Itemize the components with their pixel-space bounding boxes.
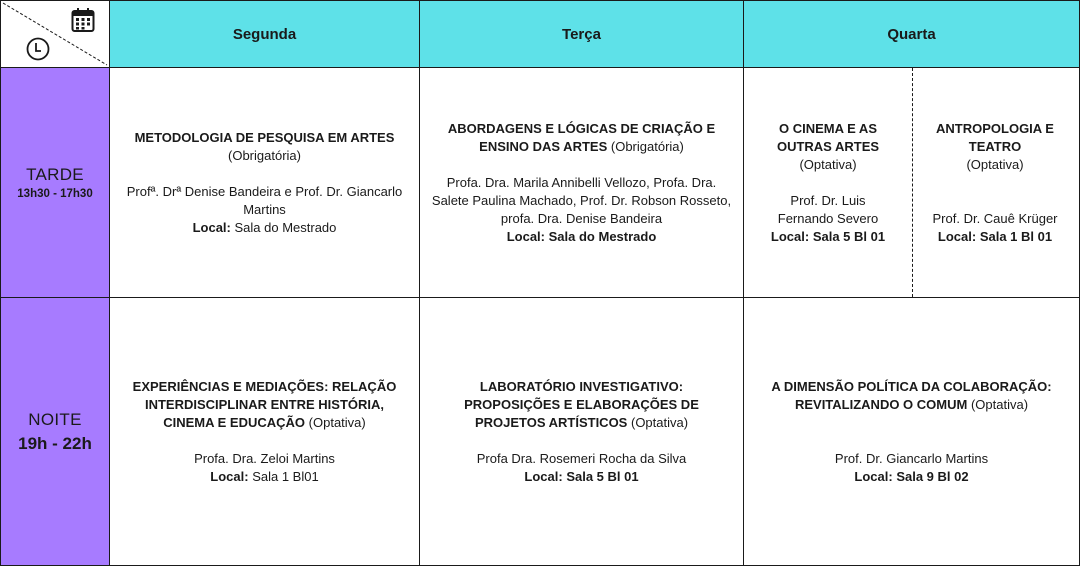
course-title: LABORATÓRIO INVESTIGATIVO: PROPOSIÇÕES E ELABORAÇÕES DE PROJETOS ARTÍSTICOS [464, 378, 699, 430]
period-tarde [0, 67, 110, 298]
local-label: Local: [506, 228, 546, 244]
course-professor: Profa. Dra. Zeloi Martins [194, 450, 335, 466]
course-professor: Prof. Dr. Giancarlo Martins [834, 450, 989, 466]
day-label: Segunda [232, 25, 297, 43]
course-type: (Obrigatória) [228, 147, 301, 163]
course-type: (Optativa) [799, 156, 857, 172]
course-professor: Profa Dra. Rosemeri Rocha da Silva [476, 450, 687, 466]
course-noite-segunda [109, 297, 420, 566]
course-local: Sala 1 Bl01 [252, 468, 319, 484]
course-title: O CINEMA E AS OUTRAS ARTES [776, 120, 880, 154]
period-label: TARDE [26, 165, 84, 184]
local-label: Local: [854, 468, 893, 484]
course-local: Sala 5 Bl 01 [566, 468, 639, 484]
period-time: 13h30 - 17h30 [17, 188, 93, 200]
calendar-icon [71, 7, 95, 33]
local-label: Local: [210, 468, 249, 484]
period-time: 19h - 22h [18, 433, 92, 453]
course-local: Sala 1 Bl 01 [979, 228, 1053, 244]
course-tarde-segunda [109, 67, 420, 298]
period-label: NOITE [28, 409, 82, 429]
day-label: Terça [562, 25, 601, 43]
course-title: EXPERIÊNCIAS E MEDIAÇÕES: RELAÇÃO INTERDISCIPLINAR ENTRE HISTÓRIA, CINEMA E EDUCAÇÃO [132, 378, 397, 430]
course-title: ABORDAGENS E LÓGICAS DE CRIAÇÃO E ENSINO DAS ARTES [447, 120, 716, 154]
course-local: Sala do Mestrado [548, 228, 657, 244]
local-label: Local: [192, 219, 231, 235]
course-type: (Optativa) [966, 156, 1024, 172]
course-tarde-quarta-b [912, 68, 1078, 297]
course-professor: Profa. Dra. Marila Annibelli Vellozo, Profa. Dra. Salete Paulina Machado, Prof. Dr. Robson Rosseto, profa. Dra. Denise Bandeira [431, 174, 732, 226]
header-segunda [109, 0, 420, 68]
header-terca [419, 0, 744, 68]
local-label: Local: [524, 468, 563, 484]
course-professor: Prof. Dr. Cauê Krüger [932, 210, 1058, 226]
course-tarde-quarta-a [744, 68, 912, 297]
course-type: (Optativa) [630, 414, 689, 430]
clock-icon [25, 36, 51, 62]
corner-cell [0, 0, 110, 68]
course-title: ANTROPOLOGIA E TEATRO [936, 120, 1054, 154]
course-type: (Optativa) [308, 414, 366, 430]
course-local: Sala 9 Bl 02 [896, 468, 969, 484]
local-label: Local: [937, 228, 977, 244]
course-noite-terca [419, 297, 744, 566]
course-title: A DIMENSÃO POLÍTICA DA COLABORAÇÃO: REVITALIZANDO O COMUM [771, 378, 1052, 412]
local-label: Local: [770, 228, 810, 244]
period-noite [0, 297, 110, 566]
course-professor: Prof. Dr. Luis Fernando Severo [777, 192, 879, 226]
course-noite-quarta [743, 297, 1080, 566]
day-label: Quarta [887, 25, 936, 43]
course-tarde-quarta [743, 67, 1080, 298]
course-local: Sala 5 Bl 01 [812, 228, 886, 244]
course-type: (Obrigatória) [610, 138, 684, 154]
course-local: Sala do Mestrado [234, 219, 337, 235]
course-professor: Profª. Drª Denise Bandeira e Prof. Dr. Giancarlo Martins [126, 183, 403, 217]
course-type: (Optativa) [970, 396, 1029, 412]
course-title: METODOLOGIA DE PESQUISA EM ARTES [134, 129, 395, 145]
header-quarta [743, 0, 1080, 68]
course-tarde-terca [419, 67, 744, 298]
